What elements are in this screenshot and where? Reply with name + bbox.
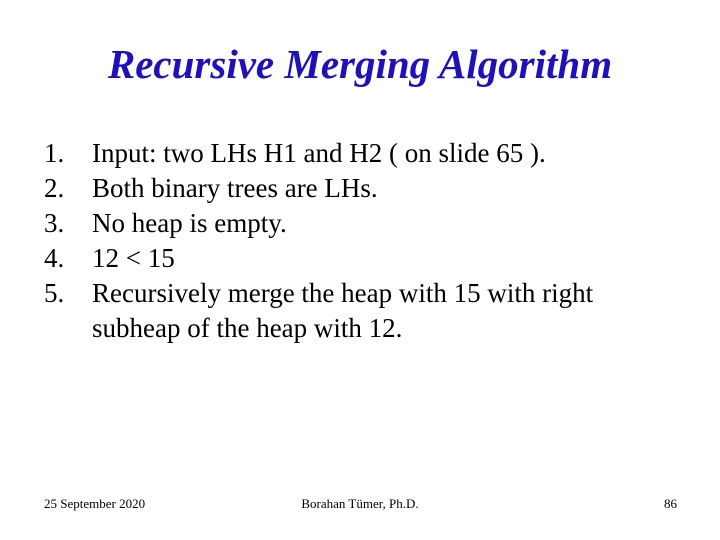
list-item	[44, 136, 684, 171]
footer-author: Borahan Tümer, Ph.D.	[301, 496, 419, 511]
list-item-number: 1.	[44, 138, 65, 168]
list-item-text: Recursively merge the heap with 15 with right subheap of the heap with 12.	[92, 278, 594, 343]
list-item-number: 2.	[44, 173, 65, 203]
list-item-number: 3.	[44, 208, 65, 238]
list-item-text: Input: two LHs H1 and H2 ( on slide 65 ).	[92, 138, 546, 168]
page-number: 86	[664, 496, 677, 511]
list-item-text: 12 < 15	[92, 243, 175, 273]
footer-date: 25 September 2020	[44, 496, 146, 511]
list-item-text: Both binary trees are LHs.	[92, 173, 378, 203]
algorithm-steps-list	[44, 136, 684, 346]
list-item	[44, 171, 684, 206]
list-item-number: 4.	[44, 243, 65, 273]
list-item	[44, 276, 684, 346]
list-item-text: No heap is empty.	[92, 208, 287, 238]
list-item-number: 5.	[44, 278, 65, 308]
slide-title: Recursive Merging Algorithm	[107, 41, 613, 87]
list-item	[44, 206, 684, 241]
list-item	[44, 241, 684, 276]
